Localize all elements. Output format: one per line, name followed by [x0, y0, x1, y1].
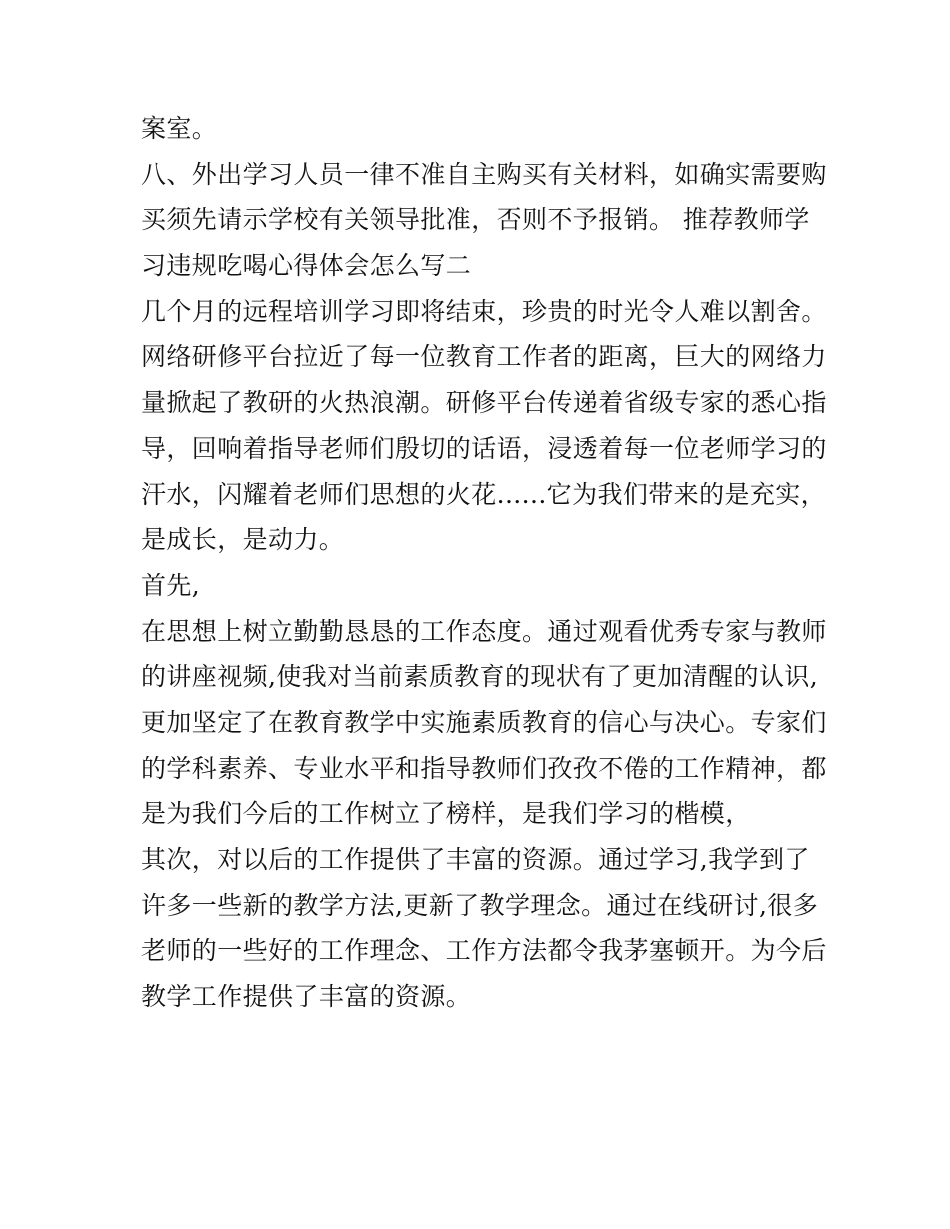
text-line: 网络研修平台拉近了每一位教育工作者的距离，巨大的网络力 — [141, 342, 827, 372]
text-line: 在思想上树立勤勤恳恳的工作态度。通过观看优秀专家与教师 — [141, 616, 827, 646]
text-line: 老师的一些好的工作理念、工作方法都令我茅塞顿开。为今后 — [141, 936, 827, 966]
text-line: 是成长，是动力。 — [141, 525, 345, 555]
text-line: 案室。 — [141, 114, 218, 143]
text-line: 汗水，闪耀着老师们思想的火花......它为我们带来的是充实， — [141, 479, 827, 509]
text-line: 习违规吃喝心得体会怎么写二 — [141, 251, 472, 281]
document-body — [141, 106, 827, 1020]
text-line: 许多一些新的教学方法,更新了教学理念。通过在线研讨,很多 — [141, 890, 819, 920]
text-line: 的学科素养、专业水平和指导教师们孜孜不倦的工作精神，都 — [141, 753, 827, 783]
text-line: 教学工作提供了丰富的资源。 — [141, 982, 472, 1012]
text-line: 首先, — [141, 570, 201, 600]
text-line: 买须先请示学校有关领导批准，否则不予报销。 推荐教师学 — [141, 205, 810, 235]
text-line: 量掀起了教研的火热浪潮。研修平台传递着省级专家的悉心指 — [141, 388, 827, 418]
text-line: 八、外出学习人员一律不准自主购买有关材料，如确实需要购 — [141, 159, 827, 189]
text-line: 其次，对以后的工作提供了丰富的资源。通过学习,我学到了 — [141, 845, 810, 874]
text-line: 几个月的远程培训学习即将结束，珍贵的时光令人难以割舍。 — [141, 296, 827, 326]
text-line: 更加坚定了在教育教学中实施素质教育的信心与决心。专家们 — [141, 707, 827, 737]
text-line: 导，回响着指导老师们殷切的话语，浸透着每一位老师学习的 — [141, 433, 827, 463]
text-line: 是为我们今后的工作树立了榜样，是我们学习的楷模， — [141, 799, 751, 829]
text-line: 的讲座视频,使我对当前素质教育的现状有了更加清醒的认识, — [141, 662, 819, 692]
